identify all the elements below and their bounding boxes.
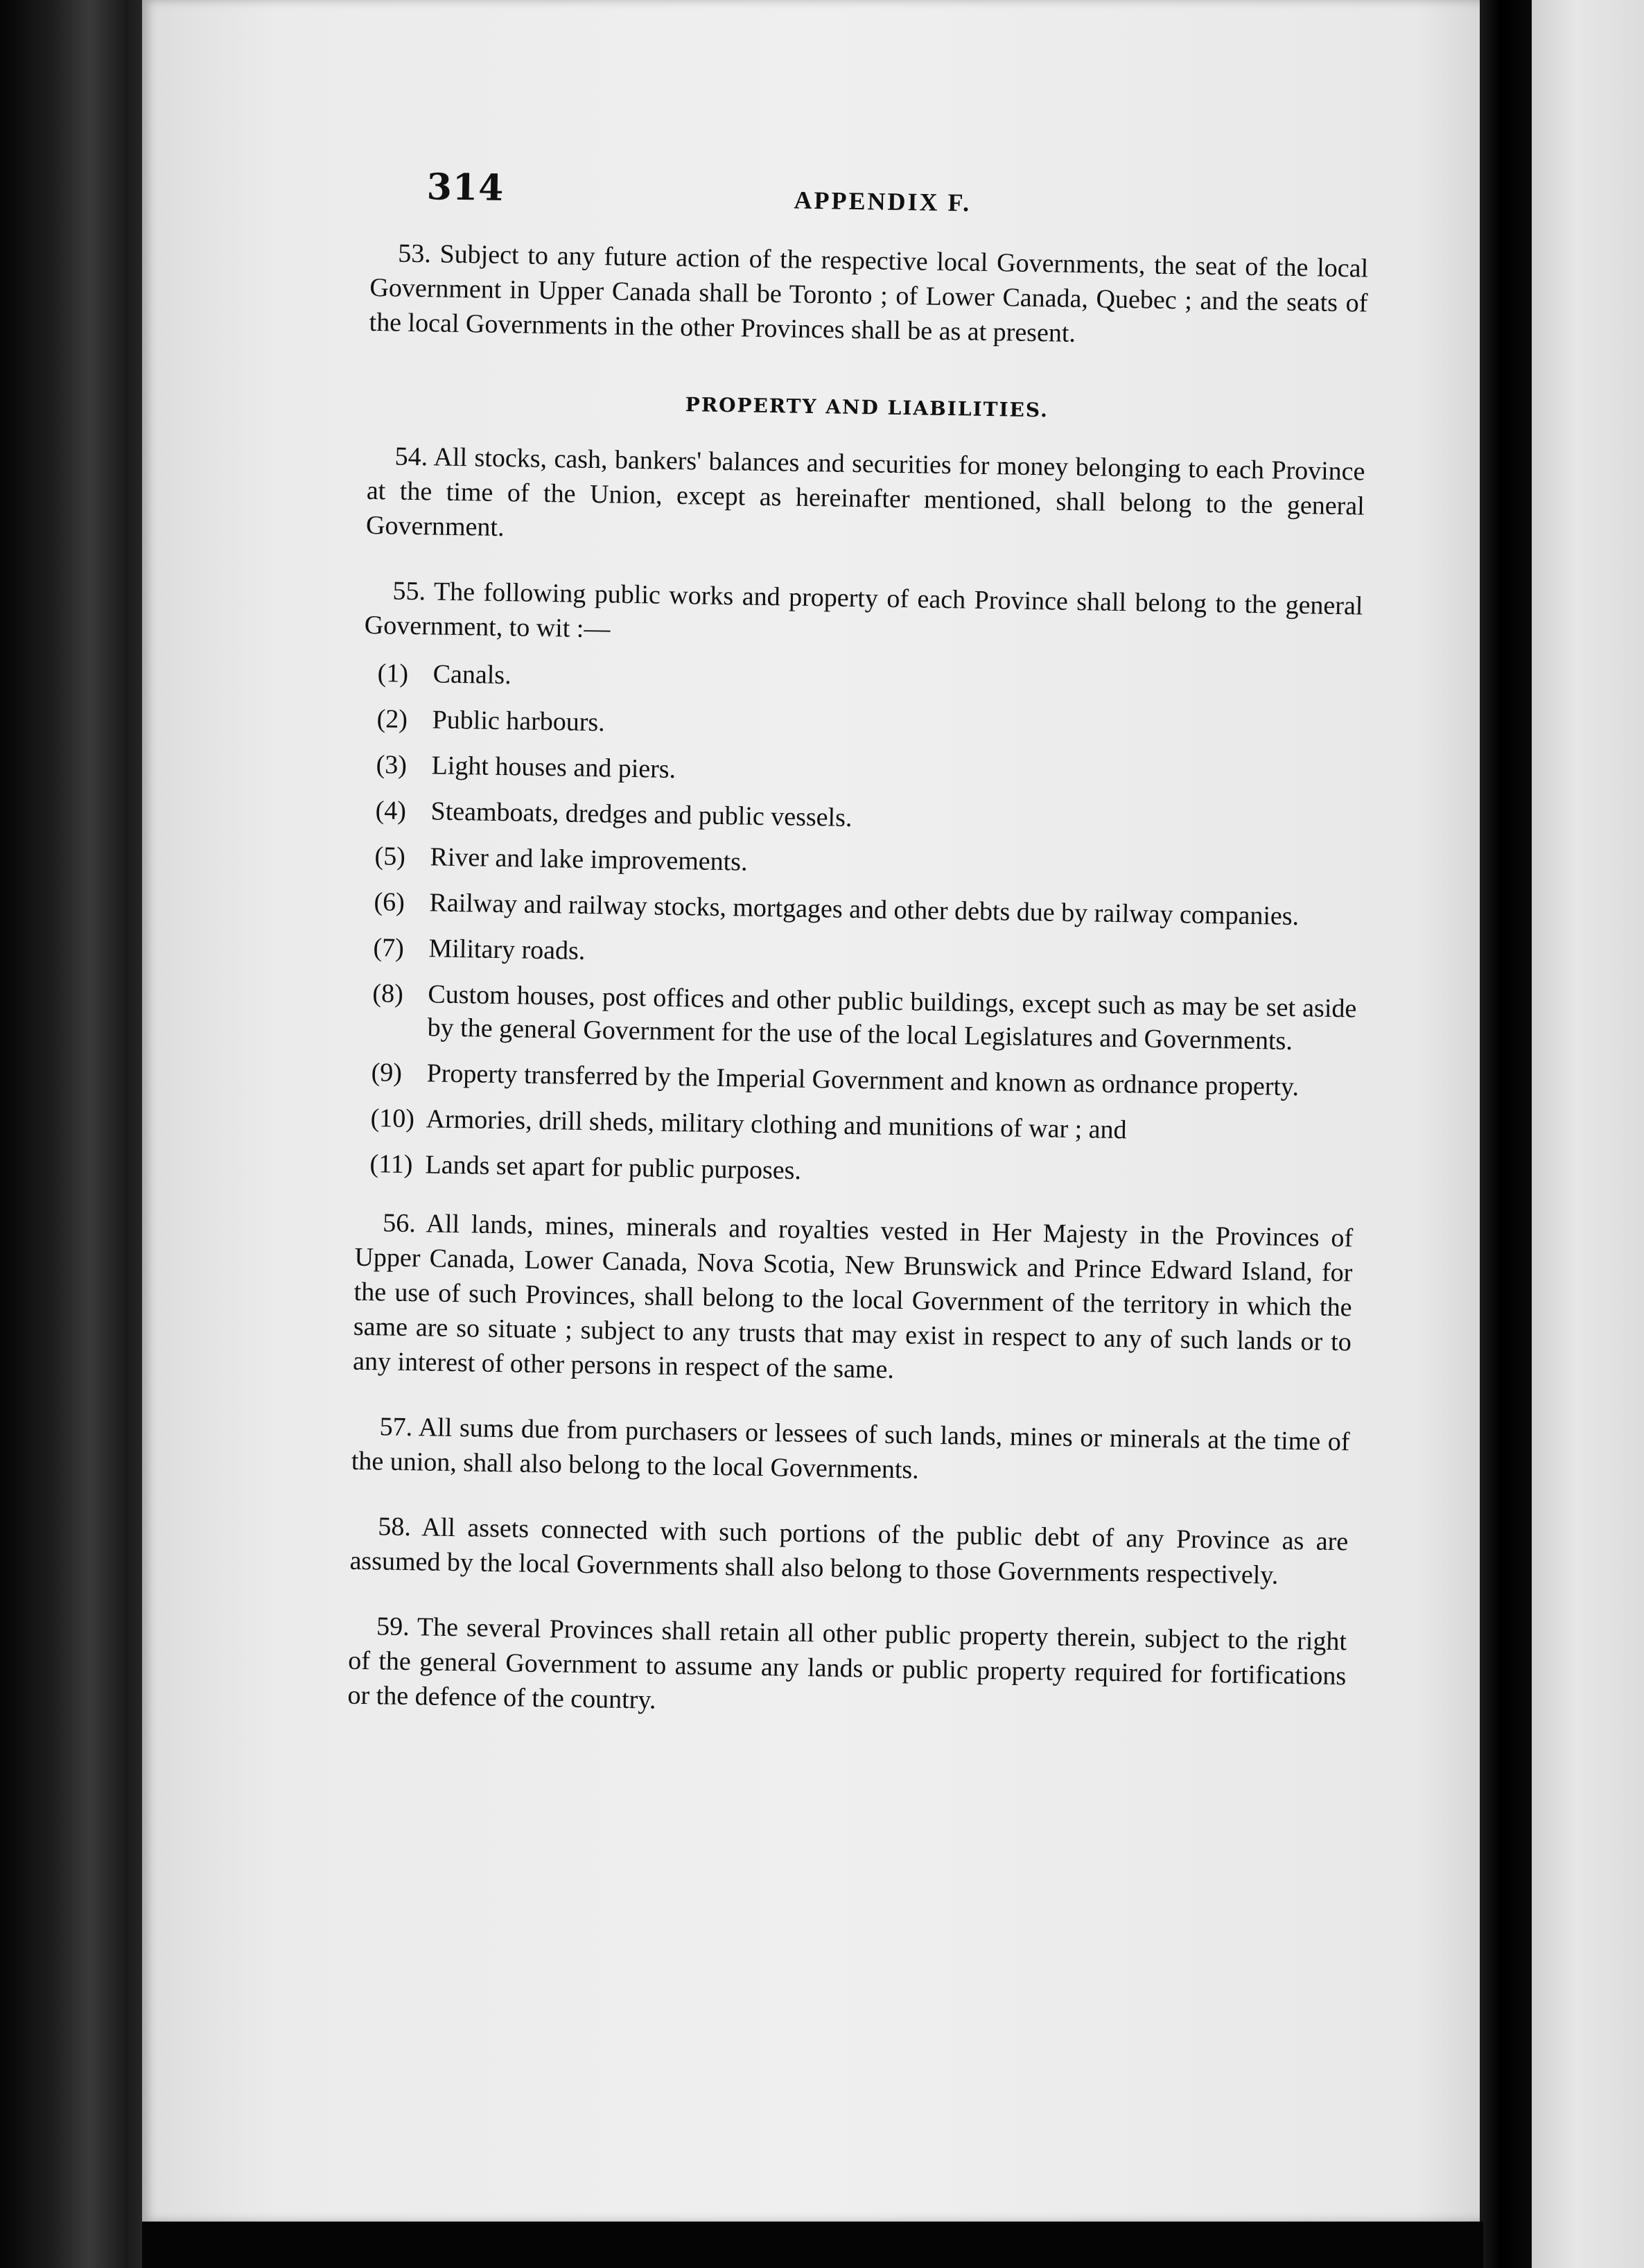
section-56: 56. All lands, mines, minerals and royalties vested in Her Majesty in the Provinces of Upper Canada, Lower Canada, Nova Scotia, New Brunswick and Prince Edward Island, for the use of such Provinces, shall belong to the local Government of the territory in which the same are so situate ; subject to any trusts that may exist in respect to any of such lands or to any interest of other persons in respect of the same.: [352, 1208, 1354, 1385]
list-item-text: Railway and railway stocks, mortgages and other debts due by railway companies.: [429, 888, 1300, 932]
list-item: [377, 656, 1362, 705]
list-item: [374, 839, 1359, 888]
list-item: [374, 885, 1358, 934]
list-item-text: Military roads.: [428, 934, 586, 966]
list-item-number: (10): [370, 1104, 415, 1134]
page-gutter: [1480, 0, 1532, 2268]
list-item: [373, 931, 1358, 979]
adjacent-page-edge: [1532, 0, 1644, 2268]
list-item-text: Public harbours.: [432, 705, 606, 738]
list-item: [369, 1147, 1354, 1196]
list-item-number: (8): [372, 979, 404, 1009]
section-heading: PROPERTY AND LIABILITIES.: [685, 393, 1049, 422]
section-54: 54. All stocks, cash, bankers' balances and securities for money belonging to each Province at the time of the Union, except as hereinafter mentioned, shall belong to the general Government.: [365, 442, 1365, 543]
book-spine-edge: [0, 0, 149, 2268]
list-item: [375, 794, 1360, 842]
list-item-number: (3): [376, 750, 408, 780]
public-works-list: [356, 656, 1362, 1196]
list-item-number: (9): [371, 1058, 403, 1088]
list-item: [371, 1056, 1356, 1104]
list-item-number: (7): [373, 933, 405, 963]
page-number: 314: [426, 166, 505, 209]
list-item-text: River and lake improvements.: [430, 842, 748, 877]
page-body: [347, 236, 1368, 1759]
list-item-text: Custom houses, post offices and other public buildings, except such as may be set aside by the general Government for the use of the local Legislatures and Governments.: [427, 979, 1357, 1056]
list-item-text: Property transferred by the Imperial Government and known as ordnance property.: [426, 1058, 1300, 1102]
list-item-text: Lands set apart for public purposes.: [425, 1150, 802, 1185]
list-item: [371, 977, 1356, 1058]
list-item: [376, 702, 1361, 751]
list-item-number: (11): [369, 1149, 413, 1180]
list-item-number: (5): [374, 841, 406, 871]
section-57: 57. All sums due from purchasers or lessees of such lands, mines or minerals at the time of the union, shall also belong to the local Governments.: [351, 1412, 1350, 1485]
list-item-text: Armories, drill sheds, military clothing and munitions of war ; and: [426, 1104, 1127, 1145]
list-item-number: (1): [377, 658, 409, 688]
list-item-number: (2): [376, 704, 408, 734]
section-55: 55. The following public works and property of each Province shall belong to the general Government, to wit :—: [364, 576, 1363, 644]
list-item: [370, 1101, 1355, 1150]
list-item-text: Canals.: [432, 659, 511, 690]
list-item-number: (4): [375, 796, 407, 826]
section-53: 53. Subject to any future action of the respective local Governments, the seat of the local Government in Upper Canada shall be Toronto ; of Lower Canada, Quebec ; and the seats of the local Governments in the other Provinces shall be as at present.: [369, 238, 1369, 348]
bottom-shadow-band: [142, 2222, 1483, 2268]
list-item-text: Light houses and piers.: [431, 751, 676, 784]
section-59: 59. The several Provinces shall retain all other public property therein, subject to the right of the general Government to assume any lands or public property required for fortifications or the defence of the country.: [347, 1612, 1347, 1715]
list-item-text: Steamboats, dredges and public vessels.: [430, 796, 852, 832]
list-item-number: (6): [374, 887, 405, 917]
running-head: APPENDIX F.: [794, 186, 972, 217]
list-item: [376, 748, 1361, 796]
section-58: 58. All assets connected with such portions of the public debt of any Province as are assumed by the local Governments shall also belong to those Governments respectively.: [349, 1512, 1349, 1590]
